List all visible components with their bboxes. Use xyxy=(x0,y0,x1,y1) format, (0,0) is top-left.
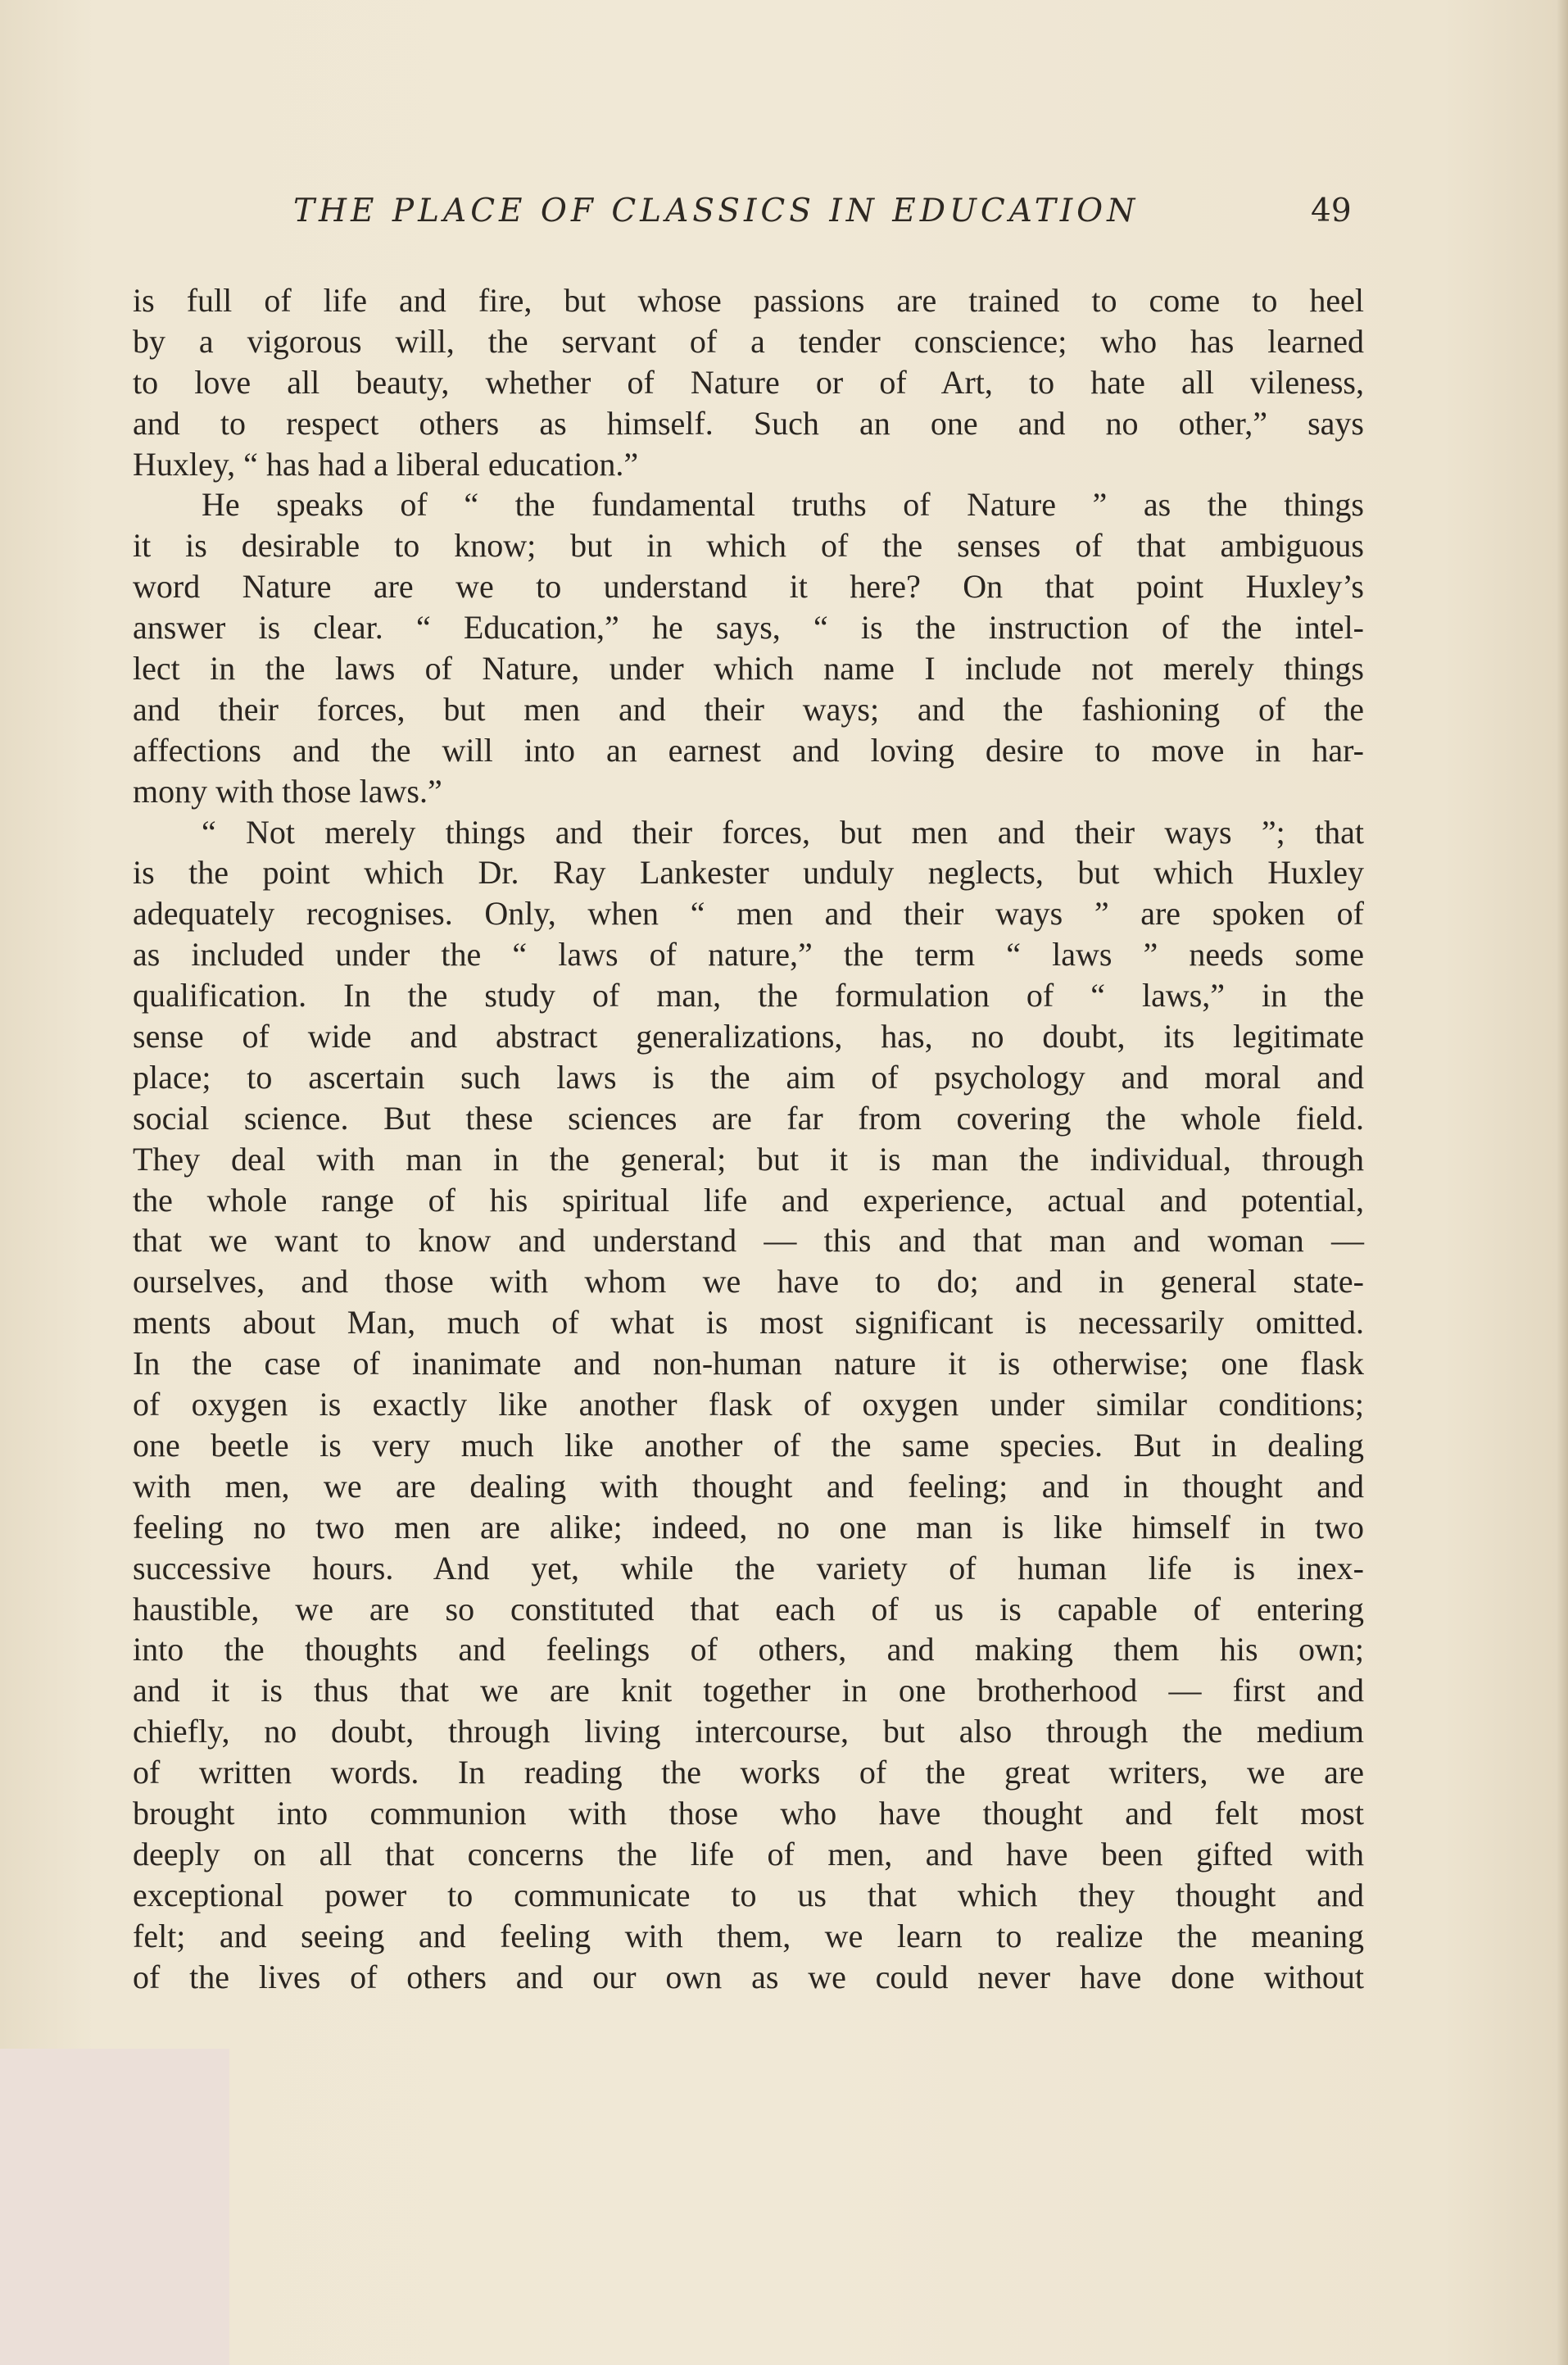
text-line: They deal with man in the general; but it is man the individual, through xyxy=(133,1140,1364,1178)
text-line: haustible, we are so constituted that each of us is capable of entering xyxy=(133,1590,1364,1627)
text-line: one beetle is very much like another of the same species. But in dealing xyxy=(133,1426,1364,1464)
text-line: Huxley, “ has had a liberal education.” xyxy=(133,445,639,483)
text-line: place; to ascertain such laws is the aim of psychology and moral and xyxy=(133,1058,1364,1096)
text-line: lect in the laws of Nature, under which name I include not merely things xyxy=(133,650,1364,688)
text-line: adequately recognises. Only, when “ men and their ways ” are spoken of xyxy=(133,895,1364,933)
running-title: THE PLACE OF CLASSICS IN EDUCATION xyxy=(293,193,1140,229)
text-line: mony with those laws.” xyxy=(133,772,442,810)
text-line: and to respect others as himself. Such an one and no other,” says xyxy=(133,404,1364,442)
page-header xyxy=(135,193,1364,242)
page-edge-shadow xyxy=(1557,0,1568,2365)
body-text xyxy=(133,280,1364,1997)
text-line: qualification. In the study of man, the formulation of “ laws,” in the xyxy=(133,977,1364,1015)
text-line: into the thoughts and feelings of others, and making them his own; xyxy=(133,1631,1364,1668)
text-line: “ Not merely things and their forces, but men and their ways ”; that xyxy=(202,813,1364,851)
text-line: He speaks of “ the fundamental truths of Nature ” as the things xyxy=(202,486,1364,524)
text-line: feeling no two men are alike; indeed, no one man is like himself in two xyxy=(133,1508,1364,1546)
text-line: word Nature are we to understand it here? On that point Huxley’s xyxy=(133,568,1364,606)
text-line: and their forces, but men and their ways; and the fashioning of the xyxy=(133,690,1364,728)
text-line: affections and the will into an earnest and loving desire to move in har- xyxy=(133,731,1364,769)
text-line: of written words. In reading the works of the great writers, we are xyxy=(133,1754,1364,1791)
page-number: 49 xyxy=(1311,193,1352,229)
text-line: is the point which Dr. Ray Lankester unduly neglects, but which Huxley xyxy=(133,854,1364,892)
text-line: the whole range of his spiritual life and experience, actual and potential, xyxy=(133,1181,1364,1219)
text-line: social science. But these sciences are far from covering the whole field. xyxy=(133,1099,1364,1137)
text-line: exceptional power to communicate to us that which they thought and xyxy=(133,1876,1364,1913)
text-line: with men, we are dealing with thought and feeling; and in thought and xyxy=(133,1467,1364,1505)
text-line: it is desirable to know; but in which of the senses of that ambiguous xyxy=(133,527,1364,565)
text-line: deeply on all that concerns the life of men, and have been gifted with xyxy=(133,1835,1364,1872)
text-line: as included under the “ laws of nature,” the term “ laws ” needs some xyxy=(133,936,1364,974)
text-line: In the case of inanimate and non-human nature it is otherwise; one flask xyxy=(133,1345,1364,1382)
text-line: of oxygen is exactly like another flask of oxygen under similar conditions; xyxy=(133,1386,1364,1423)
text-line: answer is clear. “ Education,” he says, “ is the instruction of the intel- xyxy=(133,609,1364,647)
paper-stain xyxy=(0,2049,229,2365)
text-line: successive hours. And yet, while the variety of human life is inex- xyxy=(133,1549,1364,1587)
text-line: to love all beauty, whether of Nature or of Art, to hate all vileness, xyxy=(133,363,1364,401)
text-line: that we want to know and understand — this and that man and woman — xyxy=(133,1222,1364,1260)
text-line: is full of life and fire, but whose passions are trained to come to heel xyxy=(133,282,1364,319)
text-line: ments about Man, much of what is most significant is necessarily omitted. xyxy=(133,1304,1364,1341)
text-line: brought into communion with those who have thought and felt most xyxy=(133,1794,1364,1832)
text-line: sense of wide and abstract generalizations, has, no doubt, its legitimate xyxy=(133,1018,1364,1055)
text-line: and it is thus that we are knit together in one brotherhood — first and xyxy=(133,1672,1364,1709)
text-line: of the lives of others and our own as we could never have done without xyxy=(133,1958,1364,1995)
text-line: chiefly, no doubt, through living intercourse, but also through the medium xyxy=(133,1713,1364,1750)
text-line: felt; and seeing and feeling with them, we learn to realize the meaning xyxy=(133,1917,1364,1954)
text-line: ourselves, and those with whom we have to do; and in general state- xyxy=(133,1263,1364,1301)
text-line: by a vigorous will, the servant of a tender conscience; who has learned xyxy=(133,322,1364,360)
